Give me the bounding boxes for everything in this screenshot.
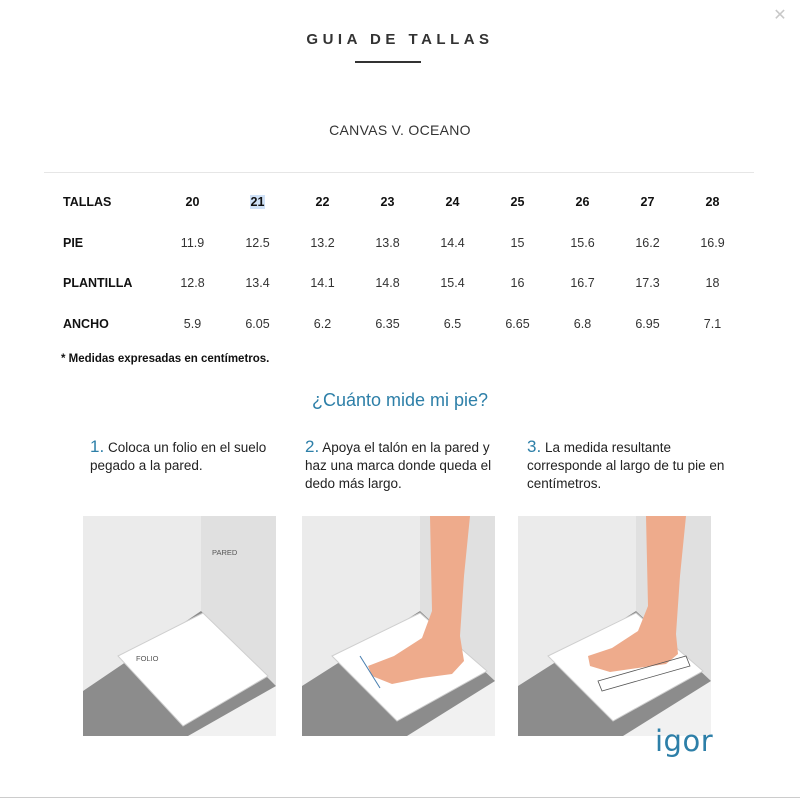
table-cell: 13.8 — [375, 235, 400, 250]
table-cell: 12.5 — [245, 235, 270, 250]
size-cell: 25 — [510, 195, 525, 210]
step-text: Coloca un folio en el suelo pegado a la pared. — [90, 440, 267, 473]
table-cell: 15.6 — [570, 235, 595, 250]
modal-bottom-border — [0, 797, 800, 798]
table-cell: 16.9 — [700, 235, 725, 250]
selected-size: 21 — [250, 195, 265, 210]
step-text: Apoya el talón en la pared y haz una marca donde queda el dedo más largo. — [305, 440, 492, 491]
size-cell: 26 — [575, 195, 590, 210]
size-cell: 28 — [705, 195, 720, 210]
table-cell: 6.8 — [573, 316, 592, 331]
table-cell: 6.05 — [245, 316, 270, 331]
table-cell: 7.1 — [703, 316, 722, 331]
modal-title: GUIA DE TALLAS — [306, 31, 494, 48]
table-cell: 16.7 — [570, 276, 595, 291]
size-cell: 27 — [640, 195, 655, 210]
how-to-title: ¿Cuánto mide mi pie? — [311, 390, 489, 410]
table-header-row — [55, 182, 745, 223]
table-row-ancho — [55, 304, 745, 345]
step-text: La medida resultante corresponde al largo de tu pie en centímetros. — [527, 440, 725, 491]
table-cell: 13.4 — [245, 276, 270, 291]
brand-logo: igor — [655, 724, 714, 758]
table-cell: 14.1 — [310, 276, 335, 291]
table-cell: 15.4 — [440, 276, 465, 291]
table-cell: 6.35 — [375, 316, 400, 331]
close-icon[interactable]: ✕ — [773, 7, 787, 24]
paper-label: FOLIO — [136, 654, 159, 663]
product-name: CANVAS V. OCEANO — [329, 122, 471, 138]
table-cell: 6.2 — [313, 316, 332, 331]
row-label-pie: PIE — [63, 235, 84, 250]
measurement-note: * Medidas expresadas en centímetros. — [61, 353, 270, 365]
size-cell-selected — [225, 182, 290, 223]
table-cell: 6.5 — [443, 316, 462, 331]
divider — [44, 172, 754, 173]
size-cell: 24 — [445, 195, 460, 210]
table-cell: 6.65 — [505, 316, 530, 331]
table-cell: 14.4 — [440, 235, 465, 250]
illustration-foot-on-paper — [302, 516, 495, 736]
table-cell: 15 — [510, 235, 525, 250]
table-cell: 16.2 — [635, 235, 660, 250]
step-number: 2. — [305, 437, 320, 456]
table-cell: 13.2 — [310, 235, 335, 250]
step-number: 3. — [527, 437, 542, 456]
size-table — [55, 182, 745, 344]
table-cell: 14.8 — [375, 276, 400, 291]
table-cell: 5.9 — [183, 316, 202, 331]
table-cell: 16 — [510, 276, 525, 291]
row-label-ancho: ANCHO — [63, 316, 109, 331]
row-label-tallas: TALLAS — [63, 195, 112, 210]
table-cell: 17.3 — [635, 276, 660, 291]
wall-label: PARED — [212, 548, 238, 557]
size-cell: 20 — [185, 195, 200, 210]
row-label-plantilla: PLANTILLA — [63, 276, 133, 291]
table-row-pie — [55, 223, 745, 264]
step-2 — [305, 438, 510, 493]
size-cell: 22 — [315, 195, 330, 210]
table-cell: 12.8 — [180, 276, 205, 291]
step-1 — [90, 438, 290, 475]
illustration-paper-on-floor — [83, 516, 276, 736]
step-3 — [527, 438, 727, 493]
illustration-foot-measured — [518, 516, 711, 736]
size-cell: 23 — [380, 195, 395, 210]
step-number: 1. — [90, 437, 105, 456]
title-underline — [355, 61, 421, 63]
table-row-plantilla — [55, 263, 745, 304]
table-cell: 11.9 — [180, 235, 205, 250]
table-cell: 6.95 — [635, 316, 660, 331]
table-cell: 18 — [705, 276, 720, 291]
